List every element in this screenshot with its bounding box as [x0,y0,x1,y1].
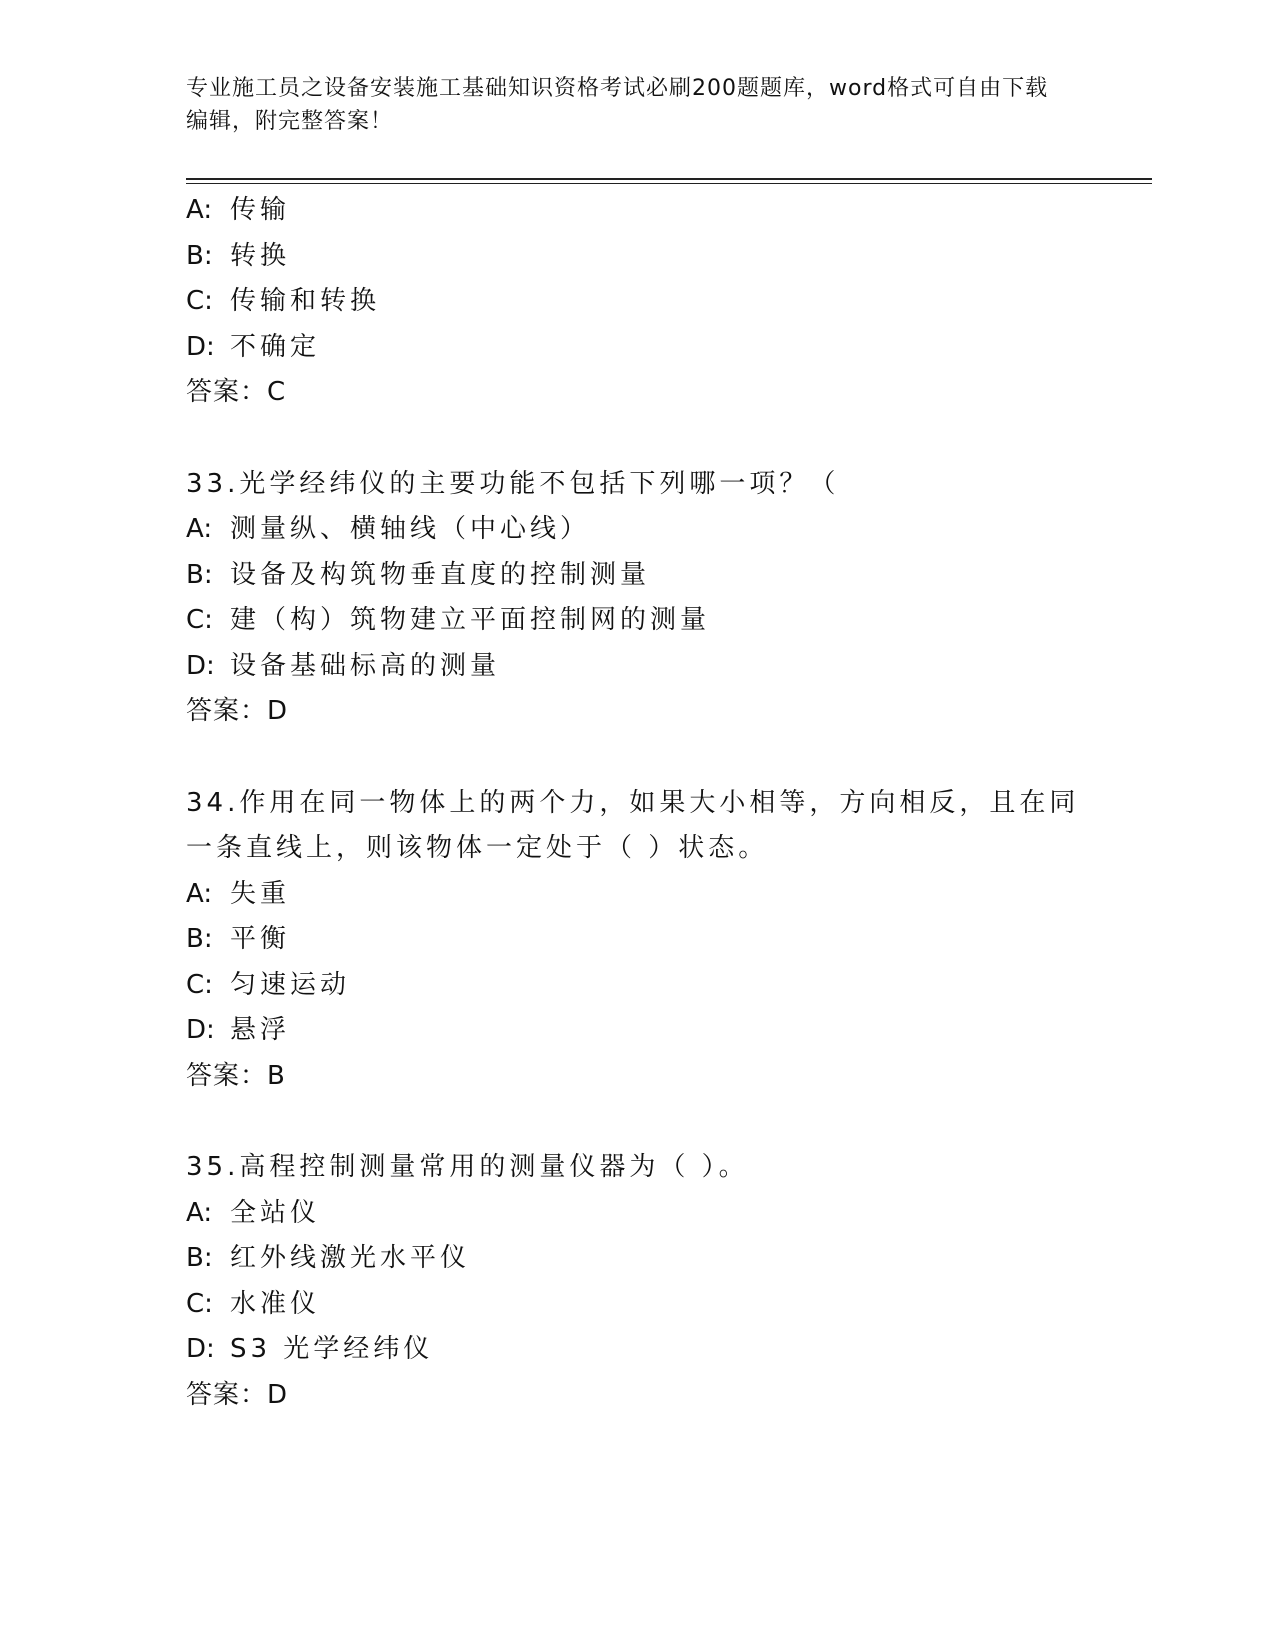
option-label: A: [186,878,213,909]
answer-line: 答案：C [186,377,287,407]
option-b [186,917,1086,963]
option-text: 悬浮 [230,1015,291,1045]
option-label: C: [186,286,213,316]
option-a [186,507,1086,553]
option-label: C: [186,605,213,635]
option-label: C: [186,1288,213,1319]
question-content [186,188,1086,1418]
option-label: B: [186,240,213,271]
option-b [186,234,1086,280]
option-b [186,553,1086,599]
question-gap [186,1099,1086,1145]
option-label: D: [186,650,215,681]
option-a [186,872,1086,918]
option-c [186,598,1086,644]
option-label: B: [186,1243,213,1273]
answer-line: 答案：B [186,1060,286,1091]
option-text: 测量纵、横轴线（中心线） [230,514,591,544]
option-text: 水准仪 [230,1288,321,1319]
answer-line: 答案：D [186,696,289,726]
option-text: 匀速运动 [230,969,351,1000]
option-text: 设备及构筑物垂直度的控制测量 [230,559,651,590]
option-d [186,325,1086,371]
option-text: S3 光学经纬仪 [230,1334,434,1364]
option-text: 不确定 [230,331,321,362]
option-text: 红外线激光水平仪 [230,1243,471,1273]
option-c [186,279,1086,325]
option-label: D: [186,1015,215,1045]
answer-line: 答案：D [186,1379,289,1410]
question-33 [186,462,1086,735]
option-text: 传输 [230,195,291,225]
option-label: B: [186,559,213,590]
option-b [186,1236,1086,1282]
option-text: 平衡 [230,924,291,954]
question-stem: 35.高程控制测量常用的测量仪器为（ ）。 [186,1152,749,1182]
option-text: 全站仪 [230,1197,321,1228]
header-rule-thick [186,178,1152,180]
option-a [186,1191,1086,1237]
page-header-title: 专业施工员之设备安装施工基础知识资格考试必刷200题题库，word格式可自由下载编辑，附完整答案！ [186,76,1049,134]
option-d [186,644,1086,690]
option-label: A: [186,1197,213,1228]
question-stem: 34.作用在同一物体上的两个力，如果大小相等，方向相反，且在同一条直线上，则该物体一定处于（ ）状态。 [186,787,1080,863]
option-c [186,1282,1086,1328]
question-stem: 33.光学经纬仪的主要功能不包括下列哪一项？（ [186,468,840,499]
option-text: 失重 [230,878,291,909]
option-a [186,188,1086,234]
option-label: A: [186,514,213,544]
option-c [186,963,1086,1009]
option-label: A: [186,195,213,225]
question-continued [186,188,1086,416]
question-34 [186,781,1086,1100]
option-label: B: [186,924,213,954]
option-text: 传输和转换 [230,286,381,316]
option-d [186,1327,1086,1373]
option-label: D: [186,331,215,362]
option-text: 转换 [230,240,291,271]
question-gap [186,416,1086,462]
question-35 [186,1145,1086,1418]
question-gap [186,735,1086,781]
option-label: D: [186,1334,215,1364]
option-d [186,1008,1086,1054]
option-label: C: [186,969,213,1000]
option-text: 设备基础标高的测量 [230,650,501,681]
header-rule-thin [186,183,1152,184]
option-text: 建（构）筑物建立平面控制网的测量 [230,605,711,635]
